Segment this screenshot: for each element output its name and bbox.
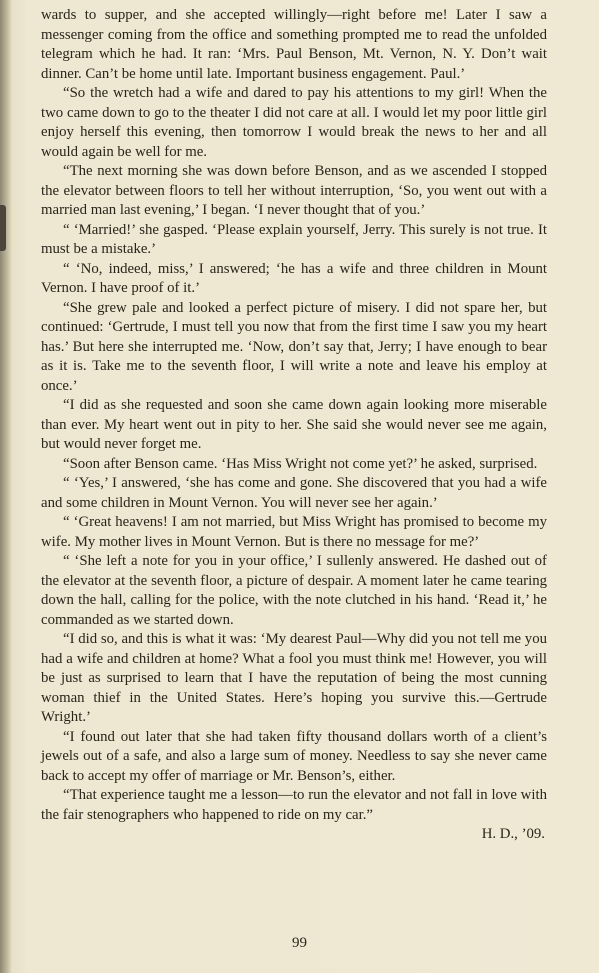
paragraph: “I did as she requested and soon she came down again looking more miserable than ever. My heart went out in pity to her. She said she would never see me again, but would never forget me. [41, 397, 547, 452]
paragraph: “ ‘Yes,’ I answered, ‘she has come and gone. She discovered that you had a wife and some children in Mount Vernon. You will never see her again.’ [41, 475, 547, 511]
paragraph: “She grew pale and looked a perfect picture of misery. I did not spare her, but continued: ‘Gertrude, I must tell you now that from the first time I saw you my heart has.’ But here she interrupted me. ‘Now, don’t say that, Jerry; I have enough to bear as it is. Take me to the seventh floor, I will write a note and leave his employ at once.’ [41, 299, 547, 394]
paragraph: “ ‘Married!’ she gasped. ‘Please explain yourself, Jerry. This surely is not true. It must be a mistake.’ [41, 221, 547, 257]
paragraph: “ ‘Great heavens! I am not married, but Miss Wright has promised to become my wife. My mother lives in Mount Vernon. But is there no message for me?’ [41, 514, 547, 550]
paragraph: “The next morning she was down before Benson, and as we ascended I stopped the elevator between floors to tell her without interruption, ‘So, you went out with a married man last evening,’ I began. ‘I never thought that of you.’ [41, 163, 547, 218]
binding-mark [0, 205, 6, 251]
paragraph: “ ‘She left a note for you in your office,’ I sullenly answered. He dashed out of the elevator at the seventh floor, a picture of despair. A moment later he came tearing down the hall, calling for the police, with the note clutched in his hand. ‘Read it,’ he commanded as we started down. [41, 553, 547, 628]
paragraph: “ ‘No, indeed, miss,’ I answered; ‘he has a wife and three children in Mount Vernon. I have proof of it.’ [41, 260, 547, 296]
paragraph: “That experience taught me a lesson—to run the elevator and not fall in love with the fair stenographers who happened to ride on my car.” [41, 787, 547, 823]
author-signature: H. D., ’09. [481, 826, 545, 842]
page-number: 99 [292, 935, 307, 951]
page-spine-shadow [0, 0, 12, 973]
paragraph: “I did so, and this is what it was: ‘My dearest Paul—Why did you not tell me you had a wife and children at home? What a fool you must think me! However, you will be just as surprised to learn that I have the reputation of being the most cunning woman thief in the United States. Here’s hoping you survive this.—Gertrude Wright.’ [41, 631, 547, 725]
paragraph: “Soon after Benson came. ‘Has Miss Wright not come yet?’ he asked, surprised. [63, 455, 538, 472]
story-text [41, 6, 547, 845]
paragraph: wards to supper, and she accepted willingly—right before me! Later I saw a messenger coming from the office and something prompted me to read the unfolded telegram which he had. It ran: ‘Mrs. Paul Benson, Mt. Vernon, N. Y. Don’t wait dinner. Can’t be home until late. Important business engagement. Paul.’ [41, 7, 547, 82]
paragraph: “I found out later that she had taken fifty thousand dollars worth of a client’s jewels out of a safe, and also a large sum of money. Needless to say she never came back to accept my offer of marriage or Mr. Benson’s, either. [41, 728, 547, 784]
paragraph: “So the wretch had a wife and dared to pay his attentions to my girl! When the two came down to go to the theater I did not care at all. I would let my poor little girl enjoy herself this evening, then tomorrow I would break the news to her and all would again be well for me. [41, 85, 547, 160]
